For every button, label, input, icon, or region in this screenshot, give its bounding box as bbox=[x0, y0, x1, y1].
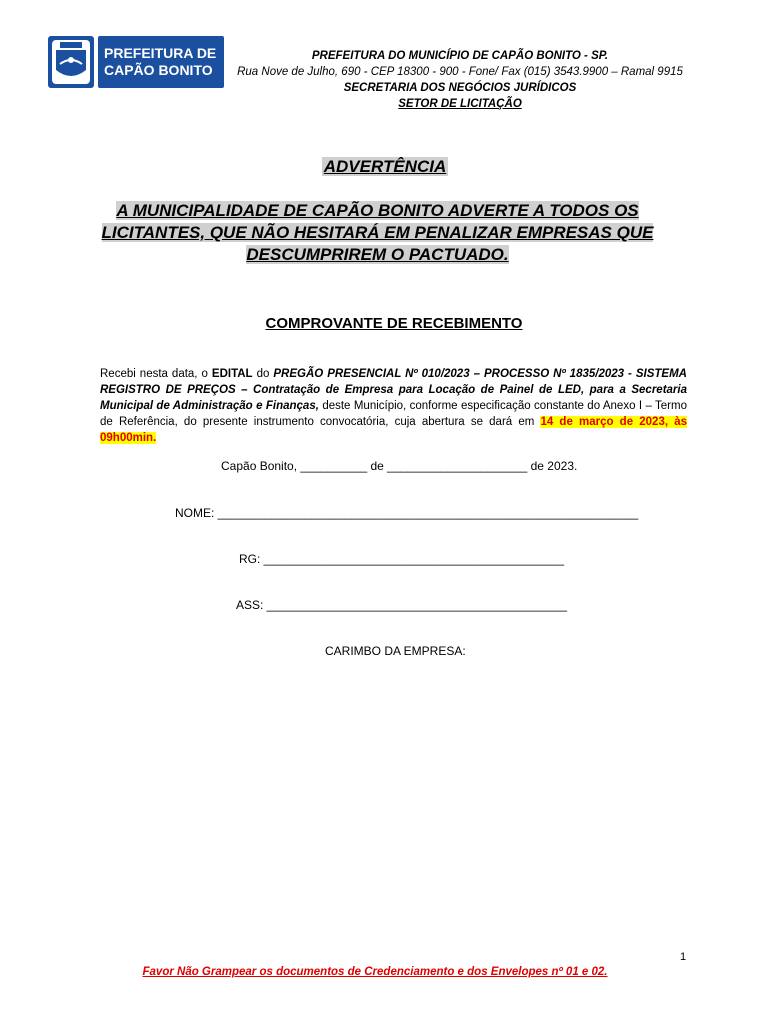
advertencia-line-1: A MUNICIPALIDADE DE CAPÃO BONITO ADVERTE A TODOS OS bbox=[116, 201, 639, 220]
text-do: do bbox=[252, 368, 274, 380]
text-rest: deste Município, conforme especificação constante do Anexo I – Termo de Referência, do presente instrumento convocatória, cuja abertura se dará em bbox=[100, 400, 687, 428]
text-opening-date: 14 de março de 2023, às 09h00min. bbox=[100, 416, 687, 444]
text-edital: EDITAL bbox=[211, 368, 253, 380]
logo-line-2: CAPÃO BONITO bbox=[104, 62, 213, 78]
advertencia-body bbox=[95, 200, 660, 266]
text-pregao: PREGÃO PRESENCIAL Nº 010/2023 – PROCESSO Nº 1835/2023 - SISTEMA REGISTRO DE PREÇOS – Contratação de Empresa para Locação de Painel de LED, para a Secretaria Municipal de Administração e Finanças, bbox=[100, 368, 687, 412]
signature-field[interactable]: ASS: _____________________________________________ bbox=[236, 598, 568, 612]
advertencia-line-2: LICITANTES, QUE NÃO HESITARÁ EM PENALIZAR EMPRESAS QUE bbox=[101, 223, 654, 242]
header-municipality: PREFEITURA DO MUNICÍPIO DE CAPÃO BONITO - SP. bbox=[311, 50, 609, 62]
header-address: Rua Nove de Julho, 690 - CEP 18300 - 900 - Fone/ Fax (015) 3543.9900 – Ramal 9915 bbox=[237, 66, 683, 78]
logo-text bbox=[98, 36, 224, 88]
comprovante-title: COMPROVANTE DE RECEBIMENTO bbox=[265, 315, 523, 332]
advertencia-line-3: DESCUMPRIREM O PACTUADO. bbox=[246, 245, 509, 264]
prefeitura-logo bbox=[48, 36, 224, 88]
advertencia-title-text: ADVERTÊNCIA bbox=[323, 157, 447, 176]
header-sector: SETOR DE LICITAÇÃO bbox=[398, 98, 522, 110]
company-stamp-label: CARIMBO DA EMPRESA: bbox=[325, 644, 466, 658]
text-recebi: Recebi nesta data, o bbox=[100, 368, 212, 380]
logo-line-1: PREFEITURA DE bbox=[104, 45, 217, 61]
name-field[interactable]: NOME: _______________________________________________________________ bbox=[175, 506, 639, 520]
receipt-paragraph bbox=[100, 366, 687, 446]
city-emblem-icon bbox=[48, 36, 94, 88]
page-number: 1 bbox=[680, 951, 687, 963]
date-line: Capão Bonito, __________ de _____________________ de 2023. bbox=[221, 459, 578, 473]
header-secretariat: SECRETARIA DOS NEGÓCIOS JURÍDICOS bbox=[343, 82, 577, 94]
footer-notice: Favor Não Grampear os documentos de Credenciamento e dos Envelopes nº 01 e 02. bbox=[142, 966, 608, 978]
advertencia-title bbox=[0, 157, 770, 177]
rg-field[interactable]: RG: _____________________________________________ bbox=[239, 552, 564, 566]
